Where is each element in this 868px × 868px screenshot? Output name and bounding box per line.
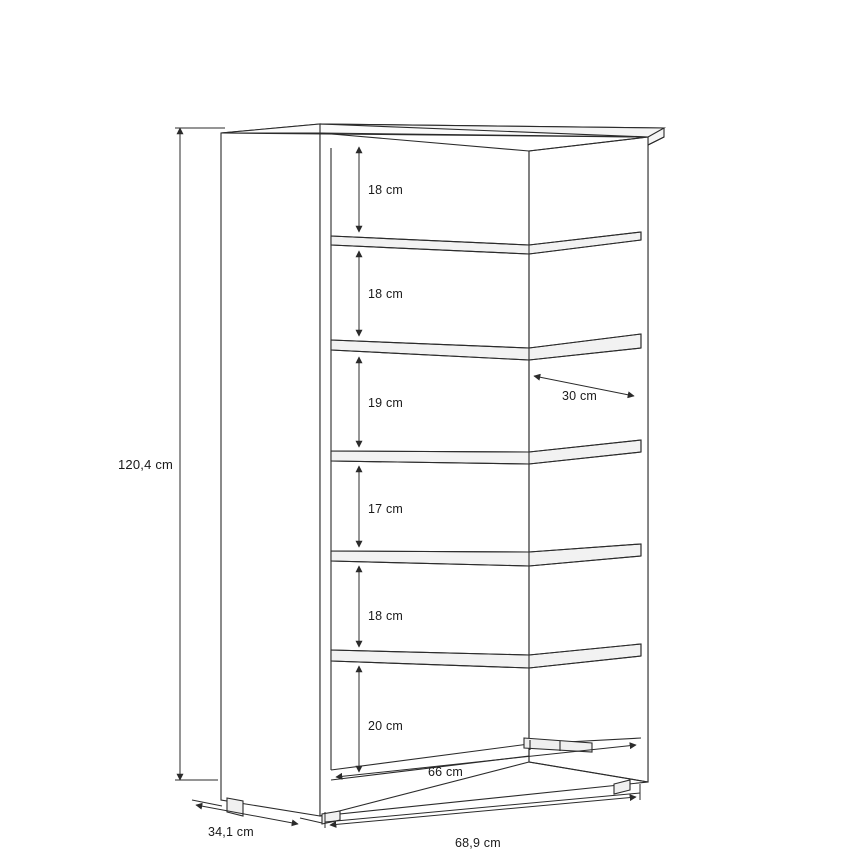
label-shelf-depth: 30 cm xyxy=(562,389,598,403)
label-total-width: 68,9 cm xyxy=(455,836,501,850)
label-shelf-5-height: 18 cm xyxy=(368,609,404,623)
label-inner-width: 66 cm xyxy=(428,765,464,779)
label-shelf-3-height: 19 cm xyxy=(368,396,404,410)
label-shelf-1-height: 18 cm xyxy=(368,183,404,197)
label-shelf-4-height: 17 cm xyxy=(368,502,404,516)
cabinet-body xyxy=(221,124,664,816)
label-shelf-6-height: 20 cm xyxy=(368,719,404,733)
label-shelf-2-height: 18 cm xyxy=(368,287,404,301)
label-total-height: 120,4 cm xyxy=(118,457,174,472)
label-total-depth: 34,1 cm xyxy=(208,825,254,839)
dimension-total-height xyxy=(175,128,225,780)
